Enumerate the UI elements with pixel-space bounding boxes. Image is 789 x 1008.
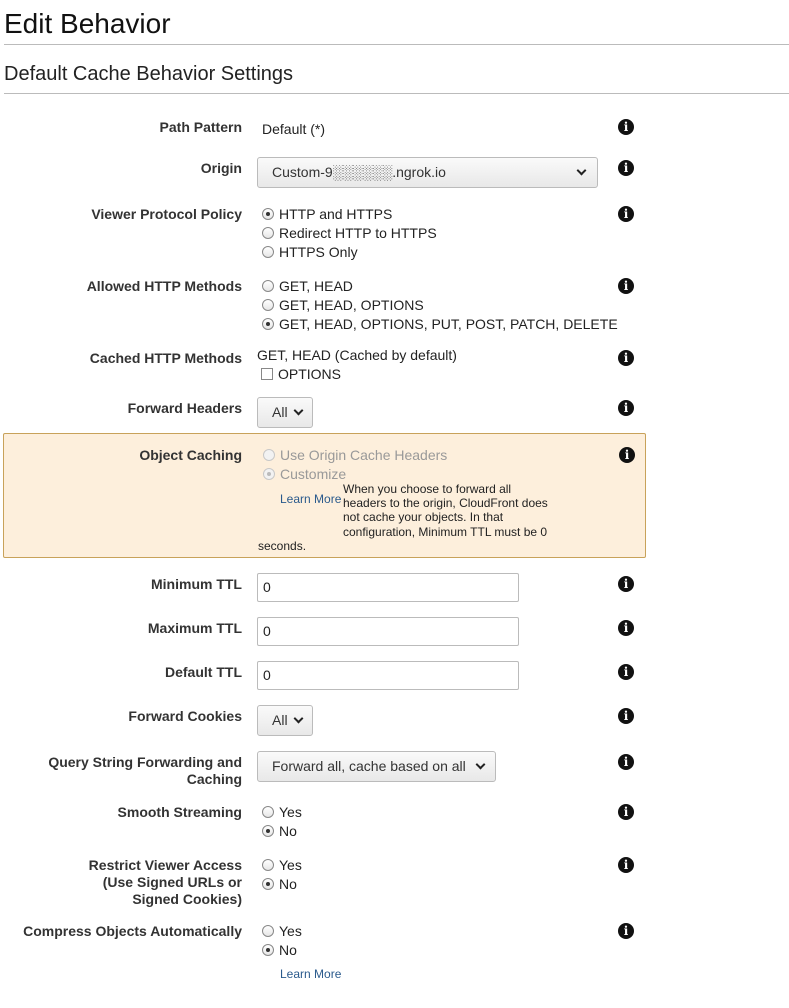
radio[interactable] xyxy=(262,280,274,292)
chevron-down-icon xyxy=(294,406,304,416)
object-caching-note-line: not cache your objects. In that xyxy=(343,510,504,524)
object-caching-note-line: seconds. xyxy=(258,539,307,553)
allowed-methods-label: Allowed HTTP Methods xyxy=(86,278,242,294)
object-caching-label: Object Caching xyxy=(139,447,242,463)
info-icon[interactable]: i xyxy=(618,350,634,366)
smooth-streaming-label: Smooth Streaming xyxy=(117,804,242,820)
object-caching-learn-more-link[interactable]: Learn More xyxy=(280,492,342,506)
info-icon[interactable]: i xyxy=(618,576,634,592)
object-caching-note-line: configuration, Minimum TTL must be 0 xyxy=(343,525,548,539)
origin-label: Origin xyxy=(200,160,242,176)
restrict-viewer-label: Restrict Viewer Access (Use Signed URLs or Signed Cookies) xyxy=(88,857,242,907)
forward-headers-value: All xyxy=(272,404,288,420)
origin-select[interactable] xyxy=(257,157,598,188)
maximum-ttl-label: Maximum TTL xyxy=(147,620,242,636)
info-icon[interactable]: i xyxy=(618,857,634,873)
info-icon[interactable]: i xyxy=(618,664,634,680)
viewer-protocol-option-https-only[interactable]: HTTPS Only xyxy=(262,242,437,261)
compress-option-yes[interactable]: Yes xyxy=(262,921,302,940)
info-icon[interactable]: i xyxy=(618,754,634,770)
compress-radio-group xyxy=(262,921,302,959)
viewer-protocol-option-http-https[interactable]: HTTP and HTTPS xyxy=(262,204,437,223)
section-title: Default Cache Behavior Settings xyxy=(4,63,294,85)
section-divider xyxy=(4,93,789,94)
smooth-streaming-option-no[interactable]: No xyxy=(262,821,302,840)
info-icon[interactable]: i xyxy=(618,206,634,222)
viewer-protocol-radio-group xyxy=(262,204,437,261)
origin-select-value: Custom-9░░░░░░.ngrok.io xyxy=(272,164,446,180)
viewer-protocol-option-redirect[interactable]: Redirect HTTP to HTTPS xyxy=(262,223,437,242)
smooth-streaming-option-yes[interactable]: Yes xyxy=(262,802,302,821)
radio[interactable] xyxy=(262,859,274,871)
restrict-viewer-option-yes[interactable]: Yes xyxy=(262,855,302,874)
radio-selected[interactable] xyxy=(262,208,274,220)
object-caching-note-line: When you choose to forward all xyxy=(343,482,512,496)
radio[interactable] xyxy=(262,299,274,311)
object-caching-option-origin-headers: Use Origin Cache Headers xyxy=(263,445,447,464)
compress-label: Compress Objects Automatically xyxy=(23,923,242,939)
smooth-streaming-radio-group xyxy=(262,802,302,840)
restrict-viewer-radio-group xyxy=(262,855,302,893)
default-ttl-label: Default TTL xyxy=(165,664,242,680)
page-title: Edit Behavior xyxy=(4,8,171,39)
restrict-viewer-option-no[interactable]: No xyxy=(262,874,302,893)
title-divider xyxy=(4,44,789,45)
info-icon[interactable]: i xyxy=(618,278,634,294)
forward-cookies-label: Forward Cookies xyxy=(128,708,242,724)
query-string-select[interactable] xyxy=(257,751,496,782)
forward-headers-label: Forward Headers xyxy=(127,400,242,416)
default-ttl-input[interactable]: 0 xyxy=(257,661,519,690)
query-string-label: Query String Forwarding and Caching xyxy=(48,754,242,787)
object-caching-radio-group xyxy=(263,445,447,483)
maximum-ttl-input[interactable]: 0 xyxy=(257,617,519,646)
minimum-ttl-input[interactable]: 0 xyxy=(257,573,519,602)
forward-cookies-select[interactable] xyxy=(257,705,313,736)
checkbox[interactable] xyxy=(261,368,273,380)
allowed-methods-option-get-head[interactable]: GET, HEAD xyxy=(262,276,618,295)
info-icon[interactable]: i xyxy=(618,923,634,939)
info-icon[interactable]: i xyxy=(618,804,634,820)
compress-option-no[interactable]: No xyxy=(262,940,302,959)
radio[interactable] xyxy=(262,246,274,258)
chevron-down-icon xyxy=(476,760,486,770)
radio-selected[interactable] xyxy=(262,944,274,956)
cached-methods-options-checkbox[interactable]: OPTIONS xyxy=(261,364,341,383)
info-icon[interactable]: i xyxy=(618,119,634,135)
path-pattern-label: Path Pattern xyxy=(159,119,242,135)
info-icon[interactable]: i xyxy=(618,708,634,724)
radio-selected xyxy=(263,468,275,480)
query-string-value: Forward all, cache based on all xyxy=(272,758,466,774)
chevron-down-icon xyxy=(577,166,587,176)
minimum-ttl-label: Minimum TTL xyxy=(151,576,242,592)
allowed-methods-option-all[interactable]: GET, HEAD, OPTIONS, PUT, POST, PATCH, DELETE xyxy=(262,314,618,333)
object-caching-note-line: headers to the origin, CloudFront does xyxy=(343,496,548,510)
radio[interactable] xyxy=(262,925,274,937)
info-icon[interactable]: i xyxy=(618,620,634,636)
viewer-protocol-label: Viewer Protocol Policy xyxy=(91,206,242,222)
cached-methods-label: Cached HTTP Methods xyxy=(89,350,242,366)
radio[interactable] xyxy=(262,806,274,818)
object-caching-option-customize: Customize xyxy=(263,464,447,483)
radio-selected[interactable] xyxy=(262,825,274,837)
info-icon[interactable]: i xyxy=(618,400,634,416)
radio[interactable] xyxy=(262,227,274,239)
radio-selected[interactable] xyxy=(262,878,274,890)
radio xyxy=(263,449,275,461)
allowed-methods-option-get-head-options[interactable]: GET, HEAD, OPTIONS xyxy=(262,295,618,314)
info-icon[interactable]: i xyxy=(618,160,634,176)
cached-methods-default-text: GET, HEAD (Cached by default) xyxy=(257,347,457,363)
compress-learn-more-link[interactable]: Learn More xyxy=(280,967,342,981)
forward-cookies-value: All xyxy=(272,712,288,728)
forward-headers-select[interactable] xyxy=(257,397,313,428)
info-icon[interactable]: i xyxy=(619,447,635,463)
allowed-methods-radio-group xyxy=(262,276,618,333)
chevron-down-icon xyxy=(294,714,304,724)
path-pattern-value: Default (*) xyxy=(262,121,326,137)
radio-selected[interactable] xyxy=(262,318,274,330)
